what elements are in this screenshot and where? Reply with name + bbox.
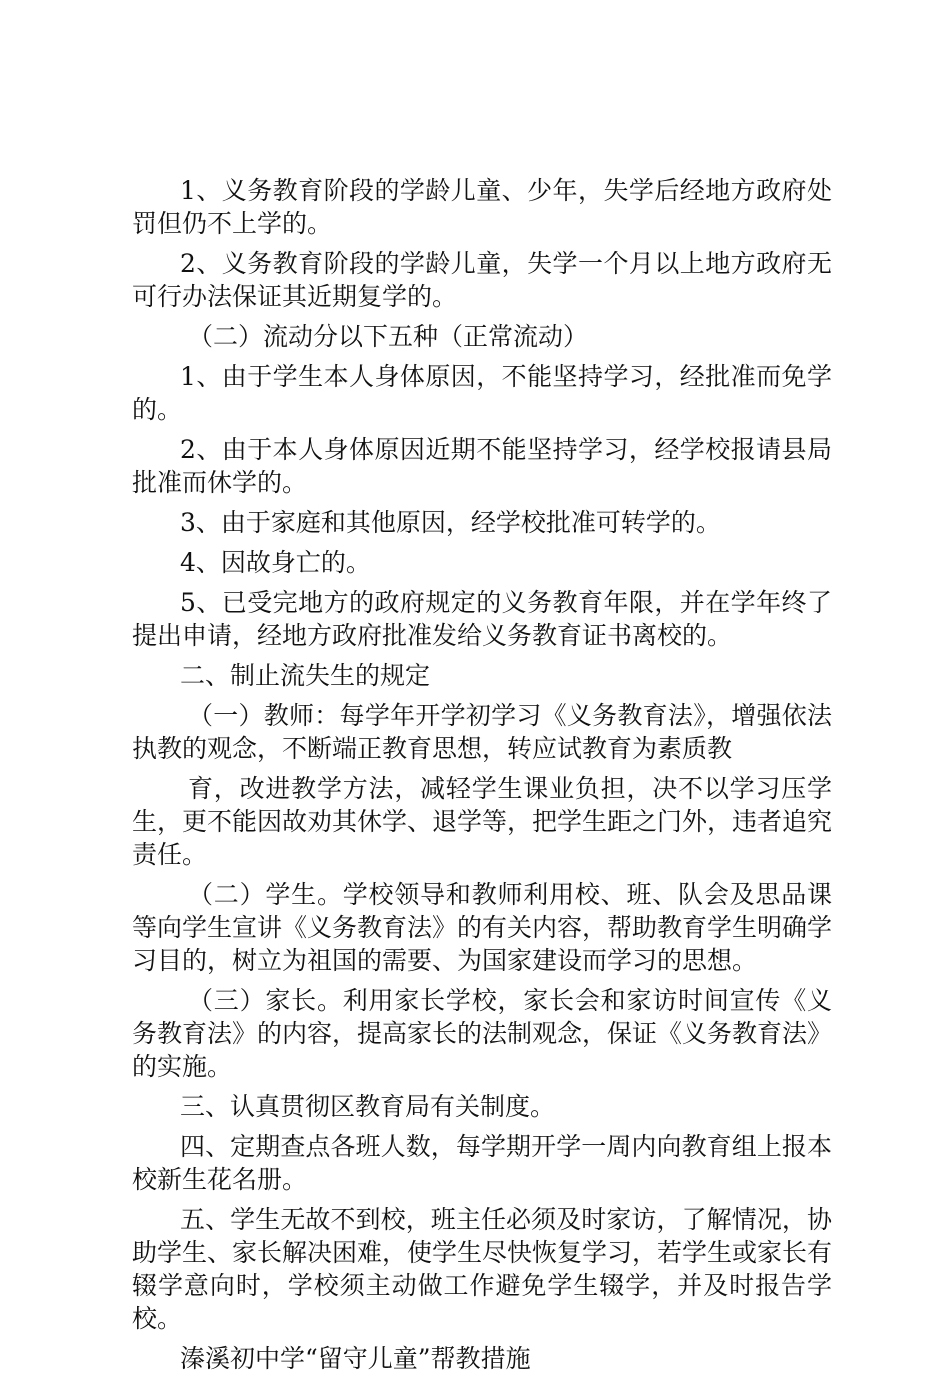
closing-title: 溱溪初中学“留守儿童”帮教措施: [180, 1344, 531, 1373]
paragraph-5: 2、由于本人身体原因近期不能坚持学习，经学校报请县局批准而休学的。: [132, 435, 832, 497]
paragraph-8: 5、已受完地方的政府规定的义务教育年限，并在学年终了提出申请，经地方政府批准发给义务教育证书离校的。: [132, 588, 832, 650]
section-heading-2: 二、制止流失生的规定: [180, 661, 431, 690]
paragraph-7: 4、因故身亡的。: [180, 548, 371, 577]
paragraph-parent: （三）家长。利用家长学校，家长会和家访时间宣传《义务教育法》的内容，提高家长的法制观念，保证《义务教育法》的实施。: [132, 986, 833, 1081]
paragraph-1: 1、义务教育阶段的学龄儿童、少年，失学后经地方政府处罚但仍不上学的。: [132, 176, 832, 238]
section-heading-5: 五、学生无故不到校，班主任必须及时家访，了解情况，协助学生、家长解决困难，使学生尽快恢复学习，若学生或家长有辍学意向时，学校须主动做工作避免学生辍学，并及时报告学校。: [132, 1205, 833, 1333]
paragraph-student: （二）学生。学校领导和教师利用校、班、队会及思品课等向学生宣讲《义务教育法》的有关内容，帮助教育学生明确学习目的，树立为祖国的需要、为国家建设而学习的思想。: [132, 880, 833, 975]
paragraph-3-heading: （二）流动分以下五种（正常流动）: [188, 322, 589, 351]
paragraph-2: 2、义务教育阶段的学龄儿童，失学一个月以上地方政府无可行办法保证其近期复学的。: [132, 249, 832, 311]
section-heading-4: 四、定期查点各班人数，每学期开学一周内向教育组上报本校新生花名册。: [132, 1132, 832, 1194]
document-body: [132, 174, 832, 1382]
section-heading-3: 三、认真贯彻区教育局有关制度。: [180, 1092, 556, 1121]
paragraph-teacher-continued: 育，改进教学方法，减轻学生课业负担，决不以学习压学生，更不能因故劝其休学、退学等，把学生距之门外，违者追究责任。: [132, 774, 833, 869]
paragraph-6: 3、由于家庭和其他原因，经学校批准可转学的。: [180, 508, 721, 537]
paragraph-4: 1、由于学生本人身体原因，不能坚持学习，经批准而免学的。: [132, 362, 832, 424]
paragraph-teacher: （一）教师：每学年开学初学习《义务教育法》，增强依法执教的观念，不断端正教育思想，转应试教育为素质教: [132, 701, 832, 763]
